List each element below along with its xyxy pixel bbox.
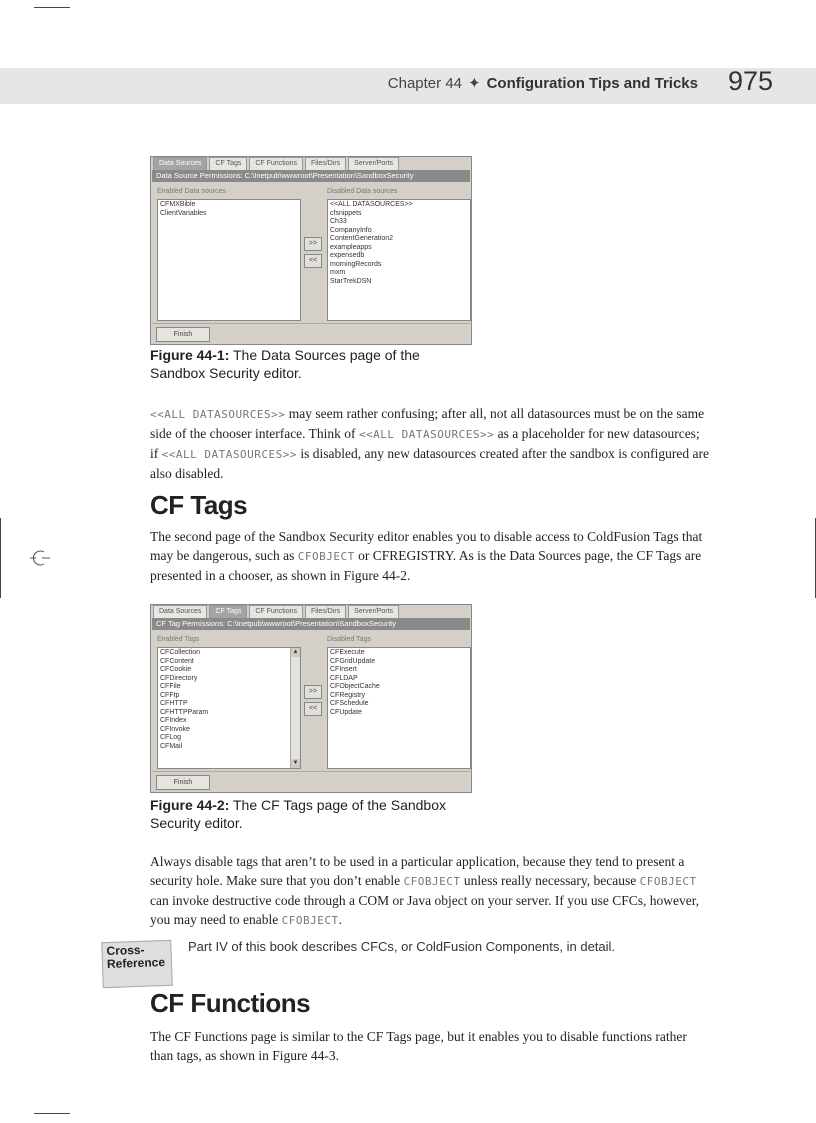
code-inline: CFOBJECT	[297, 550, 355, 563]
figure-2-caption	[150, 796, 470, 832]
list-item[interactable]: CFMXBible	[160, 201, 196, 208]
list-item[interactable]: CFIndex	[160, 717, 187, 724]
text-run: unless really necessary, because	[460, 873, 640, 888]
list-item[interactable]: CFSchedule	[330, 700, 369, 707]
list-item[interactable]: CFLDAP	[330, 674, 358, 682]
list-item[interactable]: CFGridUpdate	[330, 657, 376, 665]
button-strip	[152, 771, 470, 792]
text-run: is disabled, any new datasources created after the sandbox is configured are also disabled.	[150, 446, 709, 481]
finish-button[interactable]: Finish	[156, 775, 210, 790]
disabled-list[interactable]	[327, 647, 471, 769]
dialog-title: Data Source Permissions: C:\Inetpub\wwwroot\Presentation\SandboxSecurity	[152, 170, 470, 182]
figure-1-caption	[150, 346, 470, 382]
text-run: .	[338, 912, 342, 927]
section-heading: CF Functions	[150, 988, 311, 1018]
enabled-label: Enabled Tags	[157, 636, 200, 643]
cross-reference-icon	[101, 940, 173, 988]
text-run: or CFREGISTRY. As is the Data Sources page, the CF Tags are presented in a chooser, as shown in Figure 44-2.	[150, 548, 702, 583]
move-right-button[interactable]: >>	[304, 237, 322, 251]
list-item[interactable]: CFUpdate	[330, 708, 362, 716]
disabled-label: Disabled Tags	[327, 636, 371, 643]
code-inline: <<ALL DATASOURCES>>	[150, 408, 286, 421]
scroll-up-icon[interactable]: ▲	[292, 649, 299, 655]
paragraph: The CF Functions page is similar to the CF Tags page, but it enables you to disable functions rather than tags, as shown in Figure 44-3.	[150, 1029, 687, 1063]
code-inline: <<ALL DATASOURCES>>	[161, 448, 297, 461]
star-icon: ✦	[468, 75, 481, 92]
dialog-title: CF Tag Permissions: C:\Inetpub\wwwroot\Presentation\SandboxSecurity	[152, 618, 470, 630]
list-item[interactable]: CFDirectory	[160, 674, 198, 682]
text-run: can invoke destructive code through a COM or Java object on your server. If you use CFCs, however, you may need to enable	[150, 893, 700, 927]
list-item[interactable]: mxm	[330, 269, 346, 276]
disabled-list[interactable]	[327, 199, 471, 321]
tab-files-dirs[interactable]: Files/Dirs	[305, 605, 346, 618]
registration-mark	[30, 548, 50, 568]
list-item[interactable]: morningRecords	[330, 260, 382, 268]
scrollbar[interactable]	[290, 648, 300, 768]
list-item[interactable]: CFFile	[160, 683, 181, 690]
list-item[interactable]: CompanyInfo	[330, 226, 372, 234]
list-item[interactable]: <<ALL DATASOURCES>>	[330, 201, 413, 208]
tab-files-dirs[interactable]: Files/Dirs	[305, 157, 346, 170]
code-inline: CFOBJECT	[403, 875, 461, 888]
crop-mark	[34, 1113, 70, 1114]
running-header	[388, 74, 698, 92]
move-right-button[interactable]: >>	[304, 685, 322, 699]
list-item[interactable]: ContentGeneration2	[330, 235, 394, 242]
enabled-list[interactable]	[157, 199, 301, 321]
list-item[interactable]: CFContent	[160, 657, 194, 665]
paragraph	[150, 404, 710, 483]
list-item[interactable]: CFLog	[160, 734, 182, 741]
list-item[interactable]: CFHTTPParam	[160, 708, 209, 716]
caption-label: Figure 44-2:	[150, 797, 230, 813]
tab-server-ports[interactable]: Server/Ports	[348, 157, 399, 170]
code-inline: CFOBJECT	[639, 875, 697, 888]
button-strip	[152, 323, 470, 344]
disabled-label: Disabled Data sources	[327, 188, 398, 195]
caption-text: The Data Sources page of the Sandbox Security editor.	[150, 347, 420, 381]
tab-bar	[153, 157, 399, 170]
caption-label: Figure 44-1:	[150, 347, 230, 363]
scroll-down-icon[interactable]: ▼	[292, 760, 299, 766]
code-inline: CFOBJECT	[281, 914, 339, 927]
list-item[interactable]: StarTrekDSN	[330, 277, 372, 285]
list-item[interactable]: CFInvoke	[160, 725, 190, 733]
figure-1-dialog	[150, 156, 472, 345]
list-item[interactable]: CFMail	[160, 742, 183, 750]
code-inline: <<ALL DATASOURCES>>	[358, 428, 495, 441]
cross-reference-text: Part IV of this book describes CFCs, or ColdFusion Components, in detail.	[188, 939, 616, 954]
enabled-label: Enabled Data sources	[157, 188, 226, 195]
tab-data-sources[interactable]: Data Sources	[153, 157, 207, 170]
section-title: Configuration Tips and Tricks	[486, 75, 698, 92]
crop-mark	[0, 518, 1, 598]
text-run: may seem rather confusing; after all, not all datasources must be on the same side of the chooser interface. Think of	[150, 406, 705, 441]
tab-cf-functions[interactable]: CF Functions	[249, 605, 303, 618]
tab-bar	[153, 605, 399, 618]
icon-label: Cross-	[106, 942, 145, 959]
list-item[interactable]: CFRegistry	[330, 691, 366, 699]
list-item[interactable]: expensedb	[330, 252, 365, 259]
enabled-list[interactable]	[157, 647, 301, 769]
list-item[interactable]: CFInsert	[330, 666, 357, 673]
list-item[interactable]: exampleapps	[330, 243, 372, 251]
text-run: Always disable tags that aren’t to be used in a particular application, because they tend to present a security hole. Make sure that you don’t enable	[150, 854, 685, 888]
text-run: The second page of the Sandbox Security editor enables you to disable access to ColdFusion Tags that may be dangerous, such as	[150, 529, 703, 563]
tab-cf-functions[interactable]: CF Functions	[249, 157, 303, 170]
finish-button[interactable]: Finish	[156, 327, 210, 342]
text-run: as a placeholder for new datasources; if	[150, 426, 700, 461]
move-left-button[interactable]: <<	[304, 254, 322, 268]
list-item[interactable]: CFExecute	[330, 649, 365, 656]
list-item[interactable]: Ch33	[330, 218, 347, 225]
list-item[interactable]: CFCollection	[160, 649, 201, 656]
icon-label: Reference	[106, 955, 166, 972]
section-heading: CF Tags	[150, 490, 248, 520]
list-item[interactable]: CFFtp	[160, 691, 180, 699]
paragraph	[150, 527, 710, 585]
tab-cf-tags[interactable]: CF Tags	[209, 157, 247, 170]
caption-text: The CF Tags page of the Sandbox Security editor.	[150, 797, 446, 831]
tab-server-ports[interactable]: Server/Ports	[348, 605, 399, 618]
tab-cf-tags[interactable]: CF Tags	[209, 605, 247, 618]
list-item[interactable]: cfsnippets	[330, 209, 362, 217]
tab-data-sources[interactable]: Data Sources	[153, 605, 207, 618]
list-item[interactable]: CFCookie	[160, 666, 192, 673]
paragraph	[150, 852, 710, 930]
move-left-button[interactable]: <<	[304, 702, 322, 716]
crop-mark	[34, 7, 70, 8]
list-item[interactable]: ClientVariables	[160, 209, 207, 217]
list-item[interactable]: CFHTTP	[160, 700, 188, 707]
page-number: 975	[728, 66, 774, 96]
figure-2-dialog	[150, 604, 472, 793]
chapter-label: Chapter 44	[387, 75, 462, 92]
list-item[interactable]: CFObjectCache	[330, 683, 380, 690]
